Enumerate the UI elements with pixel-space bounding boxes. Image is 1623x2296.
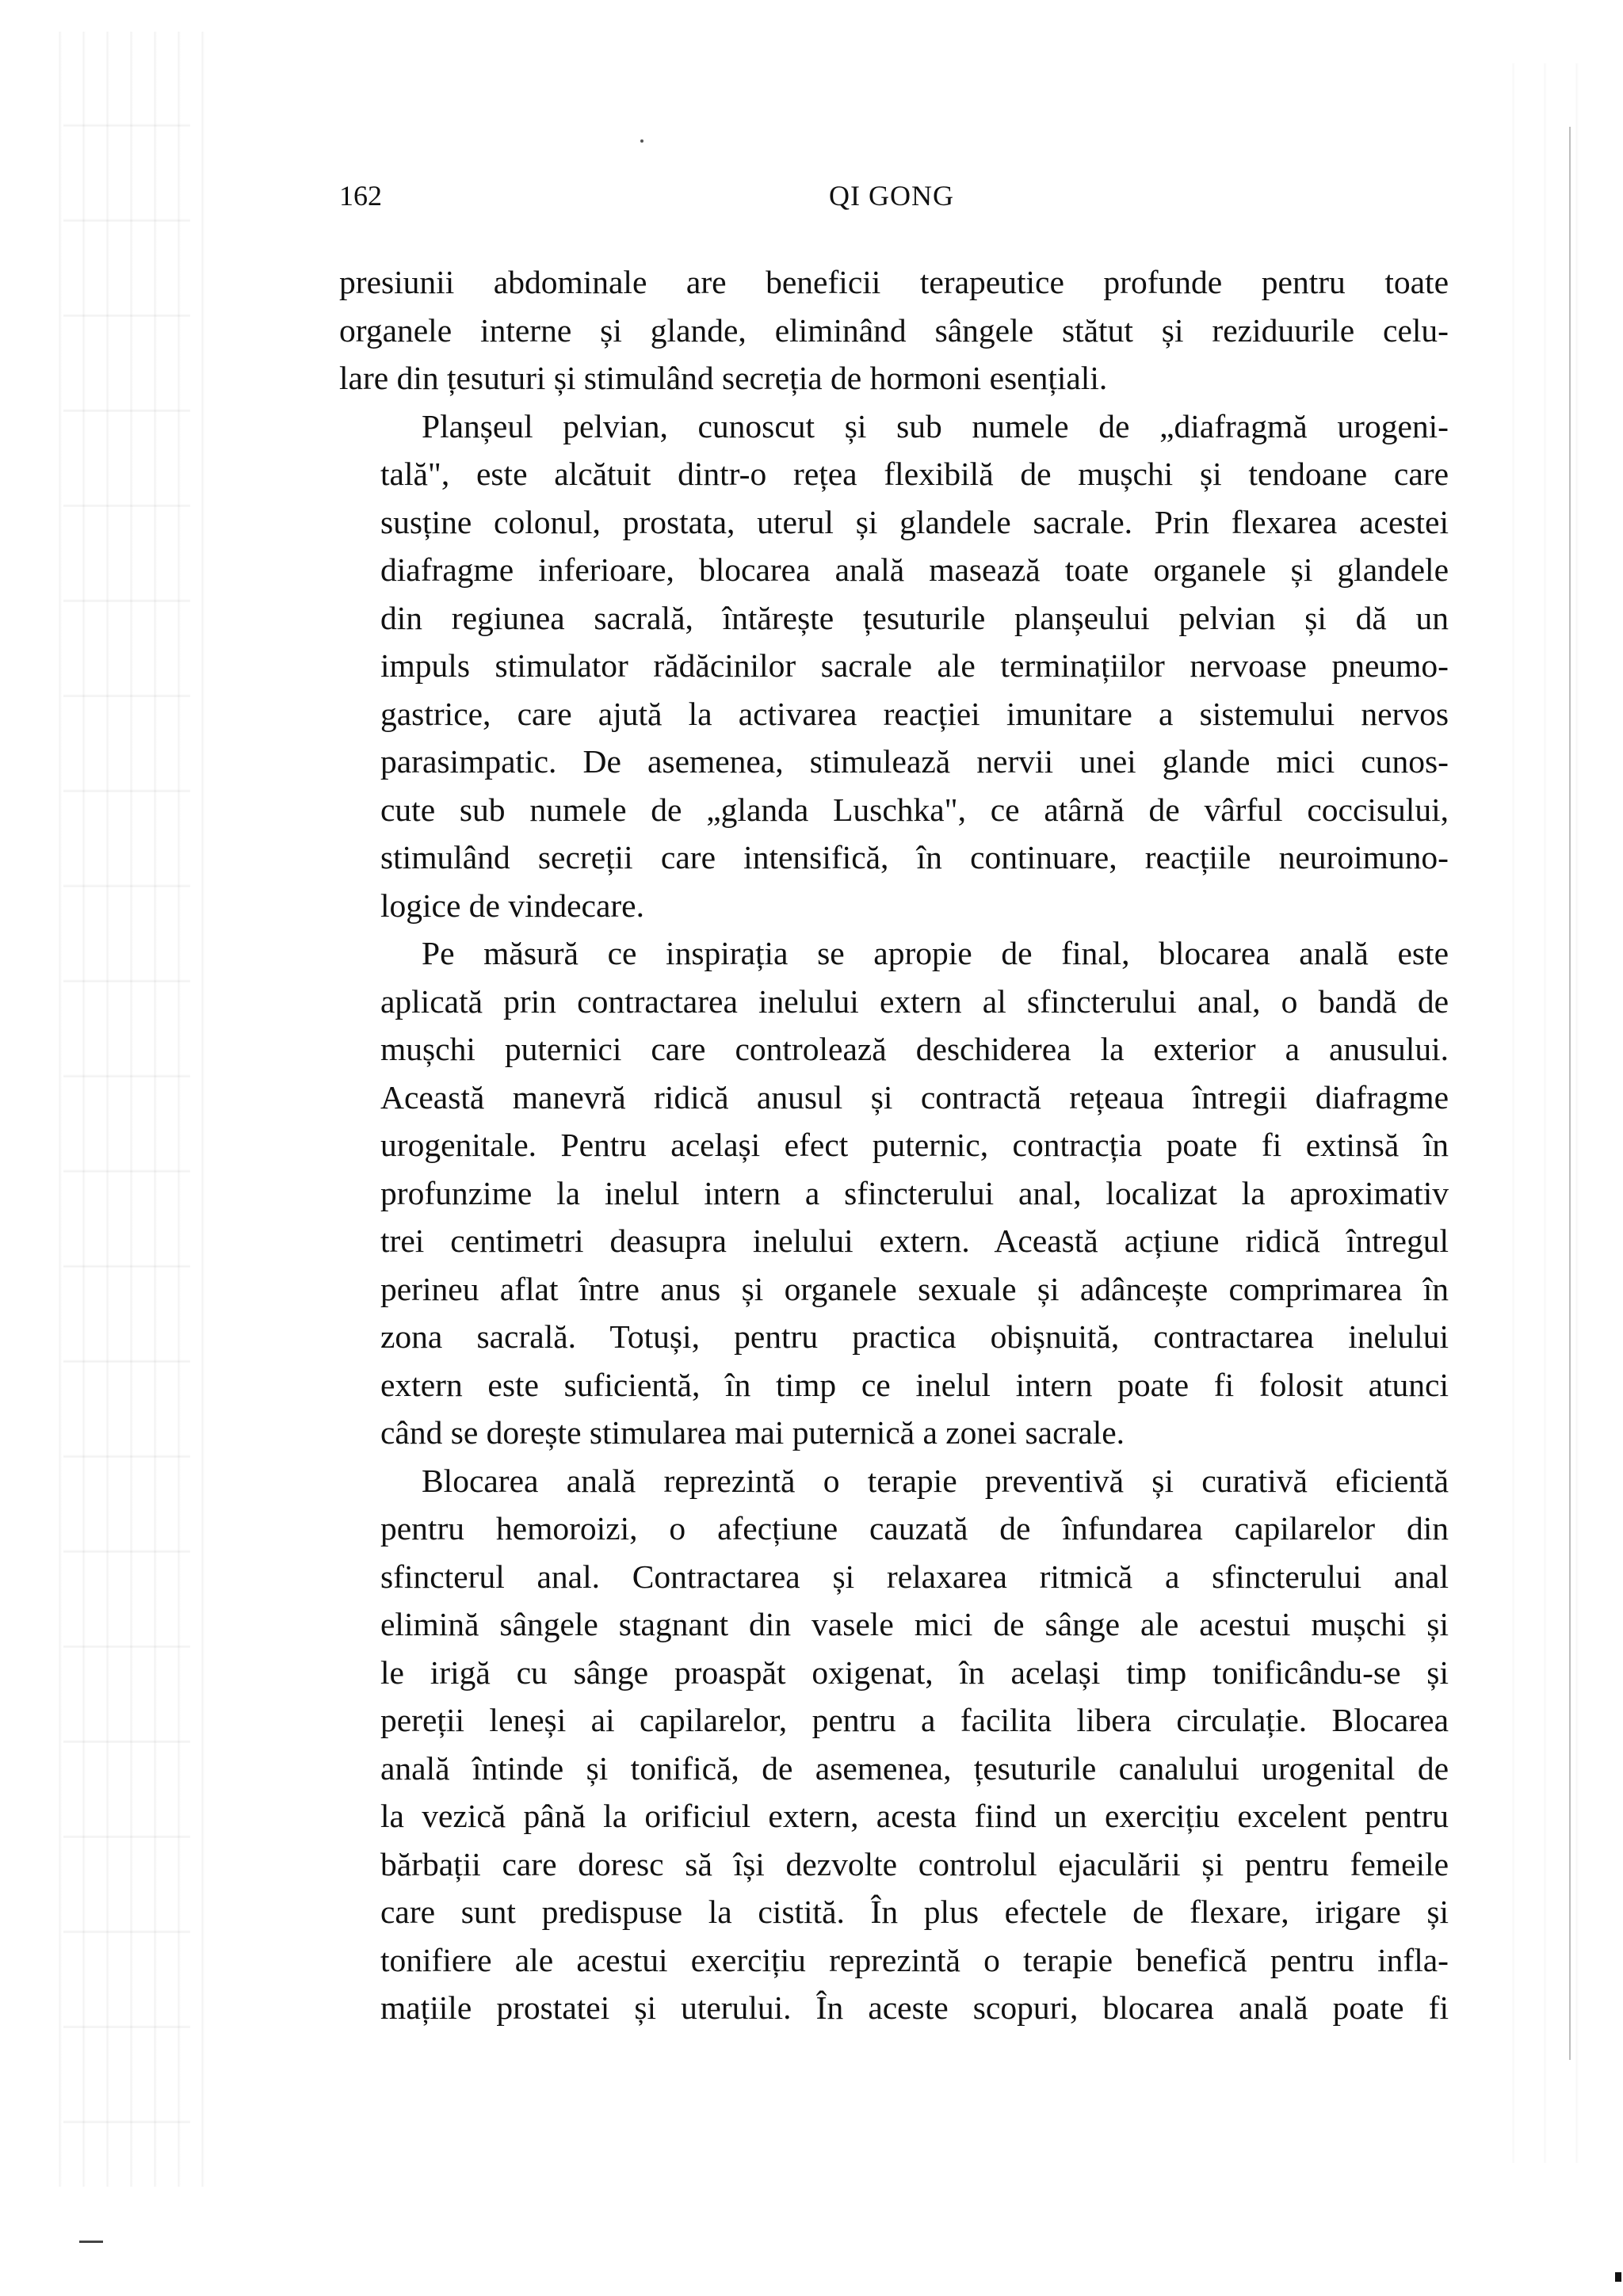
paragraph xyxy=(339,1457,1449,2032)
text-line: gastrice, care ajută la activarea reacției imunitare a sistemului nervos xyxy=(380,695,1449,732)
text-line: când se dorește stimularea mai puternică a zonei sacrale. xyxy=(380,1414,1125,1451)
text-line: impuls stimulator rădăcinilor sacrale ale terminațiilor nervoase pneumo- xyxy=(380,647,1449,684)
page-number: 162 xyxy=(339,180,382,212)
paragraph xyxy=(339,929,1449,1457)
text-line: logice de vindecare. xyxy=(380,887,644,924)
page-edge-shadow xyxy=(1496,63,1591,2163)
binding-shadow-lines xyxy=(63,48,190,2171)
text-line: profunzime la inelul intern a sfincterului anal, localizat la aproximativ xyxy=(380,1174,1449,1211)
text-line: cute sub numele de „glanda Luschka", ce atârnă de vârful coccisului, xyxy=(380,791,1449,828)
text-line: bărbații care doresc să își dezvolte controlul ejaculării și pentru femeile xyxy=(380,1845,1449,1882)
body-text xyxy=(339,258,1449,2032)
text-line: care sunt predispuse la cistită. În plus efectele de flexare, irigare și xyxy=(380,1894,1449,1930)
text-line: perineu aflat între anus și organele sexuale și adâncește comprimarea în xyxy=(380,1270,1449,1307)
paragraph xyxy=(339,402,1449,930)
text-line: susține colonul, prostata, uterul și glandele sacrale. Prin flexarea acestei xyxy=(380,503,1449,540)
text-line: diafragme inferioare, blocarea anală masează toate organele și glandele xyxy=(380,551,1449,588)
text-line: extern este suficientă, în timp ce inelul intern poate fi folosit atunci xyxy=(380,1366,1449,1403)
text-line: la vezică până la orificiul extern, acesta fiind un exercițiu excelent pentru xyxy=(380,1798,1449,1834)
text-line: aplicată prin contractarea inelului extern al sfincterului anal, o bandă de xyxy=(380,982,1449,1020)
text-line: Blocarea anală reprezintă o terapie preventivă și curativă eficientă xyxy=(422,1462,1449,1499)
text-line: organele interne și glande, eliminând sângele stătut și reziduurile celu- xyxy=(339,311,1449,349)
text-line: pereții leneși ai capilarelor, pentru a facilita libera circulație. Blocarea xyxy=(380,1702,1449,1738)
text-line: parasimpatic. De asemenea, stimulează nervii unei glande mici cunos- xyxy=(380,743,1449,780)
scan-speck xyxy=(640,139,643,143)
text-line: anală întinde și tonifică, de asemenea, țesuturile canalului urogenital de xyxy=(380,1749,1449,1787)
text-line: Planșeul pelvian, cunoscut și sub numele de „diafragmă urogeni- xyxy=(422,407,1449,444)
text-line: din regiunea sacrală, întărește țesuturile planșeului pelvian și dă un xyxy=(380,599,1449,636)
text-line: elimină sângele stagnant din vasele mici de sânge ale acestui mușchi și xyxy=(380,1606,1449,1642)
text-line: sfincterul anal. Contractarea și relaxarea ritmică a sfincterului anal xyxy=(380,1558,1449,1595)
page-edge-line xyxy=(1569,127,1571,2060)
text-line: mușchi puternici care controlează deschiderea la exterior a anusului. xyxy=(380,1031,1449,1067)
scan-mark-left xyxy=(79,2241,103,2243)
text-line: mațiile prostatei și uterului. În aceste scopuri, blocarea anală poate fi xyxy=(380,1989,1449,2026)
text-line: Pe măsură ce inspirația se apropie de final, blocarea anală este xyxy=(422,935,1449,971)
text-line: stimulând secreții care intensifică, în continuare, reacțiile neuroimuno- xyxy=(380,839,1449,875)
running-head xyxy=(339,176,1449,215)
text-line: tonifiere ale acestui exercițiu reprezintă o terapie benefică pentru infla- xyxy=(380,1941,1449,1978)
text-line: presiunii abdominale are beneficii terapeutice profunde pentru toate xyxy=(339,264,1449,300)
scan-mark-right xyxy=(1615,2272,1621,2282)
text-line: tală", este alcătuit dintr-o rețea flexibilă de mușchi și tendoane care xyxy=(380,456,1449,492)
text-line: trei centimetri deasupra inelului extern. Această acțiune ridică întregul xyxy=(380,1222,1449,1259)
book-title: QI GONG xyxy=(829,180,954,212)
text-line: le irigă cu sânge proaspăt oxigenat, în același timp tonificându-se și xyxy=(380,1653,1449,1691)
text-line: Această manevră ridică anusul și contractă rețeaua întregii diafragme xyxy=(380,1078,1449,1116)
text-line: urogenitale. Pentru același efect puternic, contracția poate fi extinsă în xyxy=(380,1127,1449,1163)
text-line: lare din țesuturi și stimulând secreția de hormoni esențiali. xyxy=(339,360,1108,396)
text-line: zona sacrală. Totuși, pentru practica obișnuită, contractarea inelului xyxy=(380,1318,1449,1355)
paragraph xyxy=(339,258,1449,402)
text-line: pentru hemoroizi, o afecțiune cauzată de înfundarea capilarelor din xyxy=(380,1510,1449,1547)
